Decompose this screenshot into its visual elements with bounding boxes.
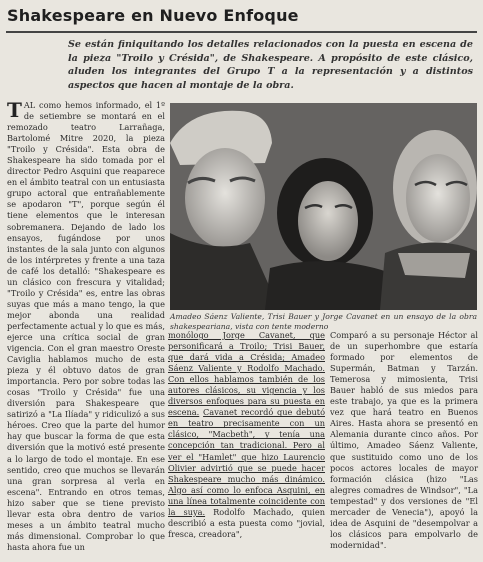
article-column-1 [7, 100, 165, 560]
photo-caption: Amadeo Sáenz Valiente, Trisi Bauer y Jorge Cavanet en un ensayo de la obra shakespeariana, vista con tente moderno [170, 312, 477, 331]
column-1-text: AL como hemos informado, el 1º de setiembre se montará en el remozado teatro Larrañaga, Bartolomé Mitre 2020, la pieza "Troilo y Crésida". Esta obra de Shakespeare ha sido tomada por el director Pedro Asquini que reaparece en el ámbito teatral con un entusiasta grupo actoral que entrañablemente se apodaron "T", porque según él tiene elementos que le interesan sobremanera. Dejando de lado los ensayos, fugándose por unos instantes de la sala junto con algunos de los intérpretes y frente a una taza de café los detalló: "Shakespeare es un clásico con frescura y vitalidad; "Troilo y Crésida" es, entre las obras suyas que más a mano tengo, la que mejor abonda una realidad perfectamente actual y lo que es más, ejerce una crítica social de gran vigencia. Con el gran maestro Oreste Caviglia hablamos mucho de esta pieza y él obtuvo datos de gran importancia. Pero por sobre todas las cosas "Troilo y Crésida" fue una diversión para Shakespeare que satirizó a "La Ilíada" y ridiculizó a sus héroes. Creo que la parte del humor hay que buscar la forma de que esta diversión que la motivó esté presente a lo largo de todo el montaje. En ese sentido, creo que muchos se llevarán una gran sorpresa al verla en escena". Entrando en otros temas, hizo saber que se tiene previsto llevar esta obra dentro de varios meses a un ámbito teatral mucho más dimensional. Comprobar lo que hasta ahora fue un [7, 100, 165, 552]
column-2-text-a: monólogo Jorge Cavanet, que personificará a Troilo; Trisi Bauer, que dará vida a Crésida; Amadeo Sáenz Valiente y Rodolfo Machado. Con ellos hablamos también de los autores clásicos, su vigencia y los diversos enfoques para su puesta en escena. [168, 330, 325, 418]
photo-image [170, 103, 477, 310]
title-rule [6, 31, 477, 33]
article-title: Shakespeare en Nuevo Enfoque [7, 6, 299, 25]
drop-cap: T [7, 98, 22, 122]
column-2-text-b: Cavanet recordó que debutó en teatro precisamente con un clásico, "Macbeth", y tenía una concepción tan tradicional. Pero al ver el "Hamlet" que hizo Laurencio Olivier advirtió que se puede hacer Shakespeare mucho más dinámico. Algo así como lo enfoca Asquini, en una línea totalmente coincidente con la suya. [168, 407, 325, 517]
rehearsal-photo [170, 103, 477, 310]
article-column-2 [168, 330, 325, 540]
article-intro: Se están finiquitando los detalles relacionados con la puesta en escena de la pieza "Troilo y Crésida", de Shakespeare. A propósito de este clásico, aluden los integrantes del Grupo T a la representación y a distintos aspectos que hacen al montaje de la obra. [68, 39, 473, 91]
column-2-text-c: Rodolfo Machado, quien describió a esta puesta como "jovial, fresca, creadora", [168, 506, 325, 539]
article-column-3: Comparó a su personaje Héctor al de un superhombre que estaría formado por elementos de Supermán, Batman y Tarzán. Temerosa y mimosienta, Trisi Bauer habló de sus miedos para este trabajo, ya que es la primera vez que hará teatro en Buenos Aires. Hasta ahora se presentó en Alemania durante cinco años. Por último, Amadeo Sáenz Valiente, que sustituido como uno de los pocos actores locales de mayor formación clásica (hizo "Las alegres comadres de Windsor", "La tempestad" y dos versiones de "El mercader de Venecia"), apoyó la idea de Asquini de "desempolvar a los clásicos para empolvarlo de modernidad". [330, 330, 478, 550]
